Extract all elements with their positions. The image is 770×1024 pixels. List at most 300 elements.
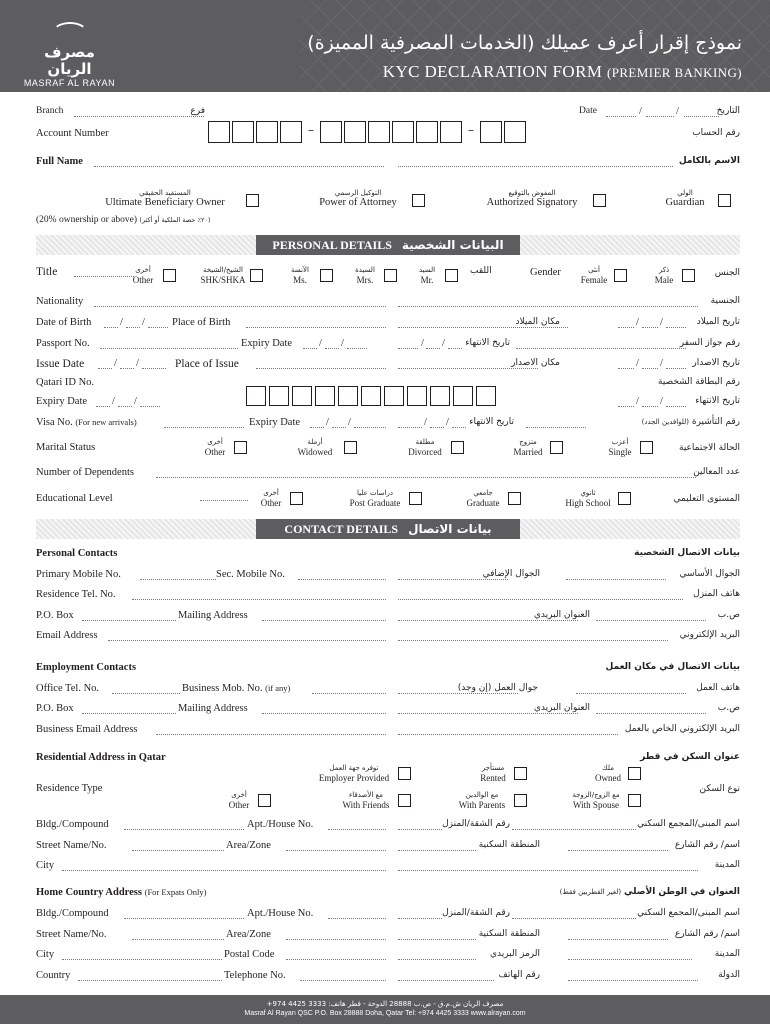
- primary-mobile-field-ar[interactable]: [566, 569, 666, 580]
- poi-label-ar: مكان الاصدار: [511, 358, 560, 368]
- apt-field-ar[interactable]: [398, 819, 442, 830]
- primary-mobile-label-ar: الجوال الأساسي: [679, 569, 740, 579]
- home-street-field[interactable]: [132, 929, 224, 940]
- title-shk-checkbox[interactable]: [250, 269, 263, 282]
- home-bldg-label-ar: اسم المبنى/المجمع السكني: [637, 908, 740, 918]
- title-mr-checkbox[interactable]: [445, 269, 458, 282]
- title-ms-en: Ms.: [293, 275, 307, 285]
- marital-other-checkbox[interactable]: [234, 441, 247, 454]
- gender-male-en: Male: [654, 275, 674, 285]
- street-field[interactable]: [132, 840, 224, 851]
- ownership-note-en: (20% ownership or above): [36, 215, 138, 225]
- res-owned-ar: ملك: [602, 764, 614, 772]
- home-street-row: [36, 929, 740, 945]
- res-friends-ar: مع الأصدقاء: [348, 791, 384, 799]
- fullname-row: [36, 156, 740, 172]
- edu-other-en: Other: [260, 498, 282, 508]
- title-field[interactable]: [74, 266, 134, 277]
- with-friends-checkbox[interactable]: [398, 794, 411, 807]
- phone-label: Telephone No.: [224, 970, 286, 981]
- issue-month-ar[interactable]: [642, 358, 658, 369]
- res-employer: [314, 763, 394, 783]
- highschool-checkbox[interactable]: [618, 492, 631, 505]
- account-digit-box[interactable]: [256, 121, 278, 143]
- office-tel-label-ar: هاتف العمل: [696, 683, 740, 693]
- option-poa-en: Power of Attorney: [319, 197, 397, 208]
- edu-other-ar: أخرى: [263, 489, 279, 497]
- city-field[interactable]: [62, 860, 386, 871]
- dependents-label: Number of Dependents: [36, 467, 134, 478]
- email-row: [36, 630, 740, 646]
- res-other-ar: أخرى: [231, 791, 247, 799]
- account-digit-box[interactable]: [232, 121, 254, 143]
- nationality-row: [36, 296, 740, 312]
- gender-female-ar: أنثى: [588, 266, 600, 274]
- area-label: Area/Zone: [226, 840, 271, 851]
- title-mr-en: Mr.: [420, 275, 434, 285]
- res-owned: [590, 763, 626, 783]
- res-tel-label-ar: هاتف المنزل: [693, 589, 740, 599]
- home-city-field[interactable]: [62, 949, 222, 960]
- guardian-checkbox[interactable]: [718, 194, 731, 207]
- edu-grad-ar: جامعي: [473, 489, 493, 497]
- qid-expiry-label: Expiry Date: [36, 396, 88, 407]
- rented-checkbox[interactable]: [514, 767, 527, 780]
- poi-label: Place of Issue: [175, 358, 239, 370]
- widowed-checkbox[interactable]: [344, 441, 357, 454]
- gender-male-ar: ذكر: [658, 266, 670, 274]
- marital-label: Marital Status: [36, 442, 96, 453]
- title-mrs-en: Mrs.: [356, 275, 374, 285]
- visa-label: [36, 417, 137, 428]
- contact-heading-ar: بيانات الاتصال: [408, 522, 492, 536]
- sec-mobile-field[interactable]: [298, 569, 386, 580]
- visa-field[interactable]: [164, 417, 244, 428]
- ownership-note: [36, 215, 211, 225]
- employer-provided-checkbox[interactable]: [398, 767, 411, 780]
- home-heading-ar-text: العنوان في الوطن الأصلي: [624, 887, 740, 897]
- visa-note-ar: (للوافدين الجدد): [641, 418, 689, 426]
- passport-label-ar: رقم جواز السفر: [679, 338, 740, 348]
- married-checkbox[interactable]: [550, 441, 563, 454]
- owned-checkbox[interactable]: [628, 767, 641, 780]
- apt-label: Apt./House No.: [247, 819, 314, 830]
- home-bldg-field-ar[interactable]: [512, 908, 636, 919]
- dob-year-ar[interactable]: [666, 317, 686, 328]
- title-other-ar: أخرى: [135, 266, 151, 274]
- marital-divorced-en: Divorced: [408, 447, 442, 457]
- visa-label-ar-text: رقم التأشيرة: [691, 417, 740, 427]
- visa-expiry-day-ar[interactable]: [398, 417, 422, 428]
- qid-expiry-month[interactable]: [118, 396, 132, 407]
- office-tel-field[interactable]: [112, 683, 180, 694]
- marital-married: [508, 437, 548, 457]
- edu-postgrad: [344, 488, 406, 508]
- issue-day[interactable]: [98, 358, 112, 369]
- date-day-field[interactable]: [606, 106, 636, 117]
- pobox-field-ar[interactable]: [596, 610, 706, 621]
- visa-row: Visa No. (For new arrivals) Expiry Date / / / / تاريخ الانتهاء رقم التأشيرة (للوافدين الجدد): [36, 417, 740, 428]
- marital-single-en: Single: [608, 447, 632, 457]
- visa-label-text: Visa No.: [36, 417, 73, 428]
- biz-email-label-ar: البريد الإلكتروني الخاص بالعمل: [624, 724, 740, 734]
- title-other: [128, 265, 158, 285]
- area-field-ar[interactable]: [398, 840, 476, 851]
- title-mrs-checkbox[interactable]: [384, 269, 397, 282]
- passport-expiry-year-ar[interactable]: [448, 338, 462, 349]
- qid-expiry-day[interactable]: [96, 396, 110, 407]
- visa-field-ar[interactable]: [526, 417, 586, 428]
- phone-label-ar: رقم الهاتف: [498, 970, 540, 980]
- personal-contacts-heading-ar: بيانات الاتصال الشخصية: [634, 548, 740, 558]
- dob-day[interactable]: [104, 317, 118, 328]
- account-digit-box[interactable]: [320, 121, 342, 143]
- account-digit-box[interactable]: [392, 121, 414, 143]
- passport-label: Passport No.: [36, 338, 90, 349]
- dob-label-ar: تاريخ الميلاد: [696, 317, 740, 327]
- street-label: Street Name/No.: [36, 840, 107, 851]
- biz-mob-field[interactable]: [312, 683, 386, 694]
- residential-heading-ar: عنوان السكن في قطر: [640, 752, 740, 762]
- visa-expiry-month[interactable]: [332, 417, 346, 428]
- res-employer-en: Employer Provided: [318, 773, 390, 783]
- title-ms-checkbox[interactable]: [320, 269, 333, 282]
- signatory-checkbox[interactable]: [593, 194, 606, 207]
- title-mrs-ar: السيدة: [355, 266, 375, 274]
- visa-note: (For new arrivals): [75, 417, 137, 427]
- biz-mob-label: [182, 683, 290, 694]
- home-street-field-ar[interactable]: [568, 929, 668, 940]
- passport-row: Passport No. Expiry Date / / / / تاريخ الانتهاء رقم جواز السفر: [36, 338, 740, 349]
- female-checkbox[interactable]: [614, 269, 627, 282]
- male-checkbox[interactable]: [682, 269, 695, 282]
- visa-expiry-year[interactable]: [354, 417, 386, 428]
- biz-email-field-ar[interactable]: [398, 724, 618, 735]
- email-label-ar: البريد الإلكتروني: [679, 630, 740, 640]
- mailing2-label: Mailing Address: [178, 703, 248, 714]
- qid-expiry-row: Expiry Date / / / / تاريخ الانتهاء: [36, 396, 740, 407]
- edu-highschool-ar: ثانوي: [580, 489, 596, 497]
- grad-checkbox[interactable]: [508, 492, 521, 505]
- street-field-ar[interactable]: [568, 840, 668, 851]
- marital-single-ar: أعزب: [611, 438, 629, 446]
- res-rented: [474, 763, 512, 783]
- pobox-label: P.O. Box: [36, 610, 74, 621]
- home-apt-field-ar[interactable]: [398, 908, 442, 919]
- res-type-label: Residence Type: [36, 783, 103, 794]
- res-parents-ar: مع الوالدين: [465, 791, 499, 799]
- personal-contacts-heading-row: [36, 548, 740, 564]
- option-ubo-ar: المستفيد الحقيقي: [139, 189, 191, 197]
- branch-label: Branch: [36, 106, 64, 116]
- home-city-field-ar[interactable]: [568, 949, 692, 960]
- dependents-row: [36, 467, 740, 483]
- dob-year[interactable]: [148, 317, 168, 328]
- pobox2-field-ar[interactable]: [596, 703, 706, 714]
- issue-label-ar: تاريخ الاصدار: [692, 358, 740, 368]
- with-parents-checkbox[interactable]: [514, 794, 527, 807]
- dob-month[interactable]: [126, 317, 140, 328]
- title-other-en: Other: [132, 275, 154, 285]
- home-apt-label: Apt./House No.: [247, 908, 314, 919]
- marital-single: [604, 437, 636, 457]
- res-other-checkbox[interactable]: [258, 794, 271, 807]
- pobox-field[interactable]: [82, 610, 176, 621]
- visa-label-ar: [642, 417, 740, 427]
- title-mr-ar: السيد: [418, 266, 436, 274]
- qid-expiry-year-ar[interactable]: [666, 396, 686, 407]
- bldg-label: Bldg./Compound: [36, 819, 109, 830]
- primary-mobile-label: Primary Mobile No.: [36, 569, 121, 580]
- home-bldg-field[interactable]: [124, 908, 244, 919]
- contact-details-bar: [36, 519, 740, 539]
- mailing2-label-ar: العنوان البريدي: [533, 703, 590, 713]
- marital-other-en: Other: [204, 447, 226, 457]
- passport-expiry-month[interactable]: [325, 338, 339, 349]
- office-row: [36, 683, 740, 699]
- title-mrs: [350, 265, 380, 285]
- home-street-label-ar: اسم/ رقم الشارع: [674, 929, 740, 939]
- marital-other-ar: أخرى: [207, 438, 223, 446]
- issue-year-ar[interactable]: [666, 358, 686, 369]
- phone-field[interactable]: [300, 970, 386, 981]
- passport-expiry-month-ar[interactable]: [426, 338, 440, 349]
- home-apt-field[interactable]: [328, 908, 386, 919]
- account-digit-box[interactable]: [208, 121, 230, 143]
- bldg-label-ar: اسم المبنى/المجمع السكني: [637, 819, 740, 829]
- home-city-label-ar: المدينة: [714, 949, 740, 959]
- account-digit-box[interactable]: [280, 121, 302, 143]
- postal-field-ar[interactable]: [398, 949, 476, 960]
- nationality-field-ar[interactable]: [398, 296, 698, 307]
- poa-checkbox[interactable]: [412, 194, 425, 207]
- mailing-field[interactable]: [262, 610, 386, 621]
- account-digit-box[interactable]: [504, 121, 526, 143]
- mailing2-field[interactable]: [262, 703, 386, 714]
- visa-expiry-year-ar[interactable]: [452, 417, 466, 428]
- gender-label: Gender: [530, 267, 561, 278]
- mailing-label-ar: العنوان البريدي: [533, 610, 590, 620]
- passport-expiry-year[interactable]: [347, 338, 367, 349]
- option-signatory-ar: المفوض بالتوقيع: [508, 189, 556, 197]
- logo-en: MASRAF AL RAYAN: [23, 78, 116, 88]
- home-city-label: City: [36, 949, 55, 960]
- date-label-ar: التاريخ: [716, 106, 740, 116]
- mailing-label: Mailing Address: [178, 610, 248, 621]
- home-note-ar: (لغير القطريين فقط): [559, 888, 622, 896]
- city-label: City: [36, 860, 55, 871]
- pob-field-en[interactable]: [246, 317, 386, 328]
- marital-divorced-ar: مطلقة: [415, 438, 435, 446]
- form-title-sub: (PREMIER BANKING): [607, 65, 742, 80]
- area-label-ar: المنطقة السكنية: [478, 840, 540, 850]
- marital-widowed-ar: أرملة: [307, 438, 323, 446]
- home-area-label: Area/Zone: [226, 929, 271, 940]
- education-label-ar: المستوى التعليمي: [673, 494, 740, 504]
- marital-label-ar: الحالة الاجتماعية: [679, 443, 740, 453]
- street-row: [36, 840, 740, 856]
- country-field[interactable]: [78, 970, 222, 981]
- res-parents: [454, 790, 510, 810]
- education-other-field[interactable]: [200, 490, 248, 501]
- personal-heading: PERSONAL DETAILS: [272, 237, 392, 252]
- form-title-ar: نموذج إقرار أعرف عميلك (الخدمات المصرفية المميزة): [307, 32, 742, 54]
- account-digit-box[interactable]: [480, 121, 502, 143]
- res-friends: [338, 790, 394, 810]
- footer-line-en: Masraf Al Rayan QSC P.O. Box 28888 Doha, Qatar Tel: +974 4425 3333 www.alrayan.com: [244, 1010, 526, 1017]
- bldg-field[interactable]: [124, 819, 244, 830]
- dob-month-ar[interactable]: [642, 317, 658, 328]
- res-other-en: Other: [228, 800, 250, 810]
- passport-field-ar[interactable]: [516, 338, 686, 349]
- date-year-field[interactable]: [684, 106, 719, 117]
- res-other: [224, 790, 254, 810]
- home-apt-label-ar: رقم الشقة/المنزل: [442, 908, 510, 918]
- passport-expiry-day[interactable]: [303, 338, 317, 349]
- apt-field[interactable]: [328, 819, 386, 830]
- branch-date-row: Branch فرع Date / / التاريخ: [36, 106, 740, 117]
- logo-mark-icon: [52, 22, 88, 44]
- title-shk: [198, 265, 248, 285]
- employment-heading-ar: بيانات الاتصال في مكان العمل: [605, 662, 740, 672]
- single-checkbox[interactable]: [640, 441, 653, 454]
- home-note: (For Expats Only): [144, 887, 207, 897]
- marital-widowed: [290, 437, 340, 457]
- country-row: [36, 970, 740, 986]
- dependents-field[interactable]: [156, 467, 696, 478]
- account-digit-box[interactable]: [440, 121, 462, 143]
- home-area-field-ar[interactable]: [398, 929, 476, 940]
- employment-heading: Employment Contacts: [36, 662, 137, 673]
- gender-label-ar: الجنس: [714, 268, 740, 278]
- visa-expiry-month-ar[interactable]: [430, 417, 444, 428]
- qid-expiry-year[interactable]: [140, 396, 160, 407]
- title-shk-ar: الشيخ/الشيخة: [202, 266, 244, 274]
- visa-expiry-label: Expiry Date: [249, 417, 301, 428]
- primary-mobile-field[interactable]: [140, 569, 216, 580]
- residential-heading: Residential Address in Qatar: [36, 752, 166, 763]
- passport-expiry-day-ar[interactable]: [398, 338, 418, 349]
- option-poa-ar: التوكيل الرسمي: [334, 189, 382, 197]
- home-heading-text: Home Country Address: [36, 887, 142, 898]
- edu-grad: [462, 488, 504, 508]
- nationality-field-en[interactable]: [94, 296, 386, 307]
- pobox2-field[interactable]: [82, 703, 176, 714]
- passport-field[interactable]: [100, 338, 238, 349]
- res-owned-en: Owned: [595, 773, 621, 783]
- mobile-row: [36, 569, 740, 585]
- city-field-ar[interactable]: [398, 860, 698, 871]
- res-tel-field[interactable]: [132, 589, 386, 600]
- qid-label-ar: رقم البطاقة الشخصية: [658, 377, 740, 387]
- marital-widowed-en: Widowed: [297, 447, 333, 457]
- edu-other: [256, 488, 286, 508]
- home-city-row: [36, 949, 740, 965]
- area-field[interactable]: [286, 840, 386, 851]
- title-shk-en: SHK/SHKA: [200, 275, 246, 285]
- issue-month[interactable]: [120, 358, 134, 369]
- divorced-checkbox[interactable]: [451, 441, 464, 454]
- postal-field[interactable]: [286, 949, 386, 960]
- gender-female: [578, 265, 610, 285]
- account-digit-box[interactable]: [368, 121, 390, 143]
- title-label-ar: اللقب: [470, 266, 492, 276]
- date-month-field[interactable]: [646, 106, 674, 117]
- qid-label: Qatari ID No.: [36, 377, 95, 388]
- dob-day-ar[interactable]: [618, 317, 634, 328]
- qid-expiry-month-ar[interactable]: [642, 396, 658, 407]
- issue-year[interactable]: [142, 358, 166, 369]
- edu-highschool: [562, 488, 614, 508]
- passport-expiry-label-ar: تاريخ الانتهاء: [465, 338, 510, 348]
- res-friends-en: With Friends: [342, 800, 390, 810]
- email-field-ar[interactable]: [398, 630, 668, 641]
- ubo-checkbox[interactable]: [246, 194, 259, 207]
- city-label-ar: المدينة: [714, 860, 740, 870]
- res-tel-field-ar[interactable]: [398, 589, 683, 600]
- biz-email-field[interactable]: [156, 724, 386, 735]
- with-spouse-checkbox[interactable]: [628, 794, 641, 807]
- home-heading-row: [36, 887, 740, 903]
- fullname-field-ar[interactable]: [398, 156, 673, 167]
- bldg-field-ar[interactable]: [512, 819, 636, 830]
- qid-expiry-day-ar[interactable]: [618, 396, 634, 407]
- footer-line-ar: مصرف الريان ش.م.ق - ص.ب 28888 الدوحة - قطر هاتف: 3333 4425 974+: [266, 1000, 504, 1008]
- gender-male: [650, 265, 678, 285]
- postgrad-checkbox[interactable]: [409, 492, 422, 505]
- country-field-ar[interactable]: [568, 970, 698, 981]
- option-ubo: [90, 188, 240, 208]
- education-label: Educational Level: [36, 493, 113, 504]
- office-tel-field-ar[interactable]: [576, 683, 686, 694]
- marital-divorced: [400, 437, 450, 457]
- branch-field[interactable]: [74, 106, 204, 117]
- personal-contacts-heading: Personal Contacts: [36, 548, 118, 559]
- fullname-label-ar: الاسم بالكامل: [678, 156, 740, 166]
- contact-heading: CONTACT DETAILS: [284, 521, 399, 536]
- email-field[interactable]: [108, 630, 386, 641]
- account-label: Account Number: [36, 128, 109, 139]
- title-mr: [413, 265, 441, 285]
- visa-expiry-day[interactable]: [310, 417, 324, 428]
- phone-field-ar[interactable]: [398, 970, 494, 981]
- sec-mobile-label-ar: الجوال الإضافي: [482, 569, 540, 579]
- postal-label-ar: الرمز البريدي: [489, 949, 540, 959]
- bldg-row: [36, 819, 740, 835]
- home-heading-ar: [560, 887, 740, 897]
- home-area-field[interactable]: [286, 929, 386, 940]
- title-other-checkbox[interactable]: [163, 269, 176, 282]
- edu-other-checkbox[interactable]: [290, 492, 303, 505]
- fullname-field-en[interactable]: [94, 156, 384, 167]
- pobox-label-ar: ص.ب: [717, 610, 740, 620]
- bank-logo: [22, 22, 117, 88]
- account-digit-box[interactable]: [344, 121, 366, 143]
- res-tel-row: [36, 589, 740, 605]
- pobox-row: [36, 610, 740, 626]
- biz-mob-note: (if any): [265, 683, 291, 693]
- poi-field-en[interactable]: [256, 358, 386, 369]
- account-digit-box[interactable]: [416, 121, 438, 143]
- email-label: Email Address: [36, 630, 98, 641]
- res-type-label-ar: نوع السكن: [699, 784, 740, 794]
- issue-day-ar[interactable]: [618, 358, 634, 369]
- personal-details-bar: [36, 235, 740, 255]
- option-guardian-ar: الولي: [677, 189, 693, 197]
- qid-expiry-label-ar: تاريخ الانتهاء: [695, 396, 740, 406]
- logo-ar: مصرف الريان: [44, 43, 95, 78]
- edu-highschool-en: High School: [565, 498, 611, 508]
